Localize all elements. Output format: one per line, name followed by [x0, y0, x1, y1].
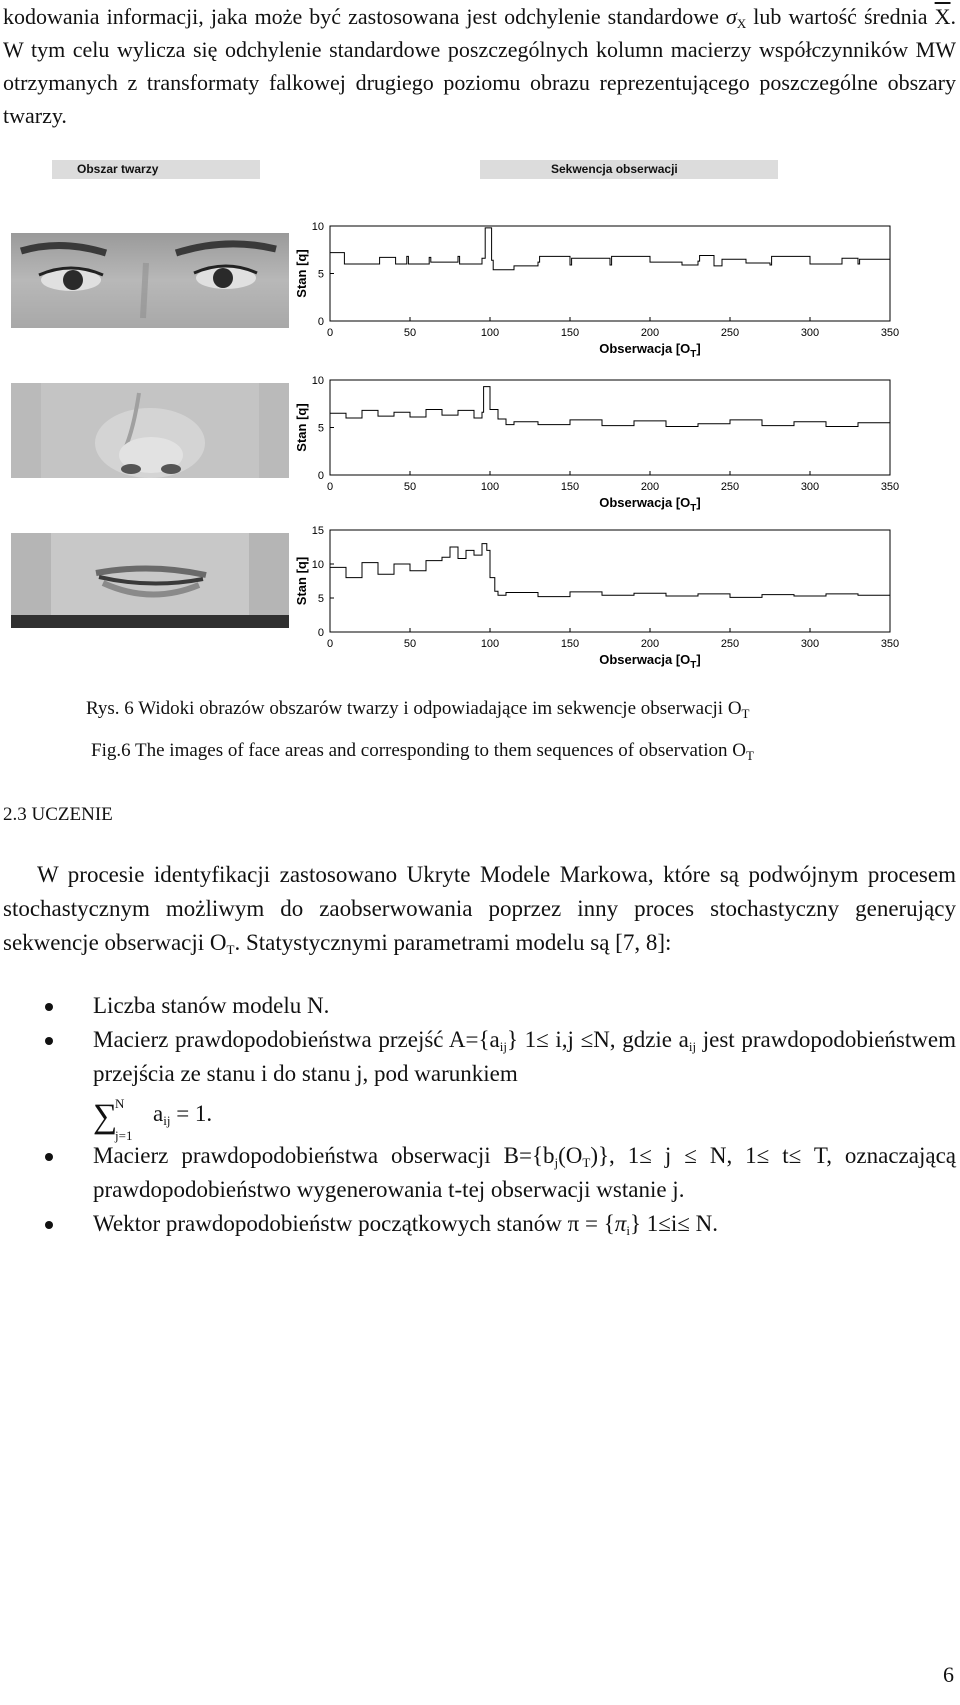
sum-result: = 1.	[170, 1101, 213, 1126]
sequence-panel-header	[480, 160, 778, 179]
x-tick-label: 150	[560, 327, 580, 339]
list-item	[0, 1023, 956, 1143]
bullet-icon	[45, 1037, 53, 1045]
y-tick-label: 0	[317, 627, 324, 639]
x-axis-label	[599, 652, 701, 671]
x-tick-label: 0	[326, 327, 334, 339]
subscript: ij	[499, 1039, 507, 1054]
subscript: T	[582, 1155, 591, 1170]
x-tick-label: 50	[403, 638, 417, 650]
intro-text-3: . W tym celu wylicza się odchylenie standardowe poszczególnych kolumn macierzy współczynników MW otrzymanych z transformaty falkowej drugiego poziomu obrazu reprezentującego poszczególne obszary twarzy.	[3, 4, 957, 128]
x-axis-label-main: Obserwacja [O	[599, 495, 691, 510]
list-item-text: } 1≤i≤ N.	[629, 1211, 718, 1236]
intro-paragraph	[3, 0, 956, 132]
sum-lower: j=1	[115, 1128, 133, 1143]
face-panel-header-label: Obszar twarzy	[77, 162, 159, 176]
x-tick-label: 200	[640, 327, 660, 339]
list-item-text: } 1≤ i,j ≤N, gdzie a	[506, 1027, 689, 1052]
plot-frame	[330, 530, 890, 632]
bullet-icon	[45, 1003, 53, 1011]
list-item-text: Macierz prawdopodobieństwa obserwacji B={b	[93, 1143, 555, 1168]
y-tick-label: 5	[317, 593, 324, 605]
x-axis-label	[599, 495, 701, 514]
subscript: i	[626, 1223, 630, 1238]
x-axis-label-end: ]	[696, 341, 701, 356]
x-tick-label: 350	[880, 638, 900, 650]
x-tick-label: 300	[800, 327, 820, 339]
caption-polish-text: Rys. 6 Widoki obrazów obszarów twarzy i odpowiadające im sekwencje obserwacji O	[86, 698, 742, 719]
plot-frame	[330, 226, 890, 321]
x-tick-label: 200	[640, 481, 660, 493]
x-tick-label: 50	[403, 327, 417, 339]
x-axis-label-main: Obserwacja [O	[599, 652, 691, 667]
pi-symbol: π	[614, 1211, 627, 1236]
x-tick-label: 100	[480, 327, 500, 339]
x-tick-label: 300	[800, 481, 820, 493]
list-item-text: jest prawdopodobieństwem przejścia ze stanu i do stanu j, pod warunkiem	[93, 1027, 956, 1086]
list-item-text: Macierz prawdopodobieństwa przejść A={a	[93, 1027, 500, 1052]
plot-frame	[330, 380, 890, 475]
face-image-eyes	[11, 233, 289, 328]
y-tick-label: 10	[311, 221, 324, 233]
list-item-text: )}, 1≤ j ≤ N, 1≤ t≤ T, oznaczającą prawdopodobieństwo wygenerowania t-tej obserwacji wstanie j.	[93, 1143, 956, 1202]
parameter-list	[0, 989, 956, 1241]
caption-polish	[86, 697, 750, 721]
y-tick-label: 5	[317, 268, 324, 281]
body-paragraph	[3, 858, 956, 960]
y-axis-label: Stan [q]	[294, 249, 309, 298]
intro-text-1: kodowania informacji, jaka może być zastosowana jest odchylenie standardowe	[3, 4, 726, 29]
caption-polish-sub: T	[741, 706, 750, 721]
body-text-1: W procesie identyfikacji zastosowano Ukryte Modele Markowa, które są podwójnym procesem stochastycznym możliwym do zaobserwowania poprzez inny proces stochastyczny generujący sekwencje obserwacji O	[3, 862, 956, 955]
x-tick-label: 300	[800, 638, 820, 650]
face-image-mouth	[11, 533, 289, 628]
list-item	[0, 989, 956, 1023]
y-tick-label: 0	[317, 470, 324, 482]
x-tick-label: 100	[480, 481, 500, 493]
body-sub: T	[226, 942, 235, 957]
x-axis-label-sub: T	[690, 660, 697, 671]
x-mean-symbol: $\overline{X}$	[934, 4, 951, 29]
x-axis-label-sub: T	[690, 349, 697, 360]
x-tick-label: 50	[403, 481, 417, 493]
list-item	[0, 1139, 956, 1207]
subscript: ij	[163, 1113, 171, 1128]
sequence-plot-2	[290, 368, 960, 521]
x-tick-label: 100	[480, 638, 500, 650]
x-axis-label-main: Obserwacja [O	[599, 341, 691, 356]
x-axis-label-end: ]	[696, 495, 701, 510]
x-tick-label: 250	[720, 481, 740, 493]
list-item-text: (O	[558, 1143, 583, 1168]
x-tick-label: 0	[326, 638, 334, 650]
x-tick-label: 150	[560, 481, 580, 493]
x-axis-label-sub: T	[690, 503, 697, 514]
sum-upper: N	[115, 1096, 125, 1111]
bullet-icon	[45, 1153, 53, 1161]
y-axis-label: Stan [q]	[294, 403, 309, 452]
caption-english-text: Fig.6 The images of face areas and corresponding to them sequences of observation O	[91, 740, 746, 761]
list-item-text: Liczba stanów modelu N.	[93, 993, 330, 1018]
x-tick-label: 150	[560, 638, 580, 650]
x-tick-label: 250	[720, 638, 740, 650]
list-item	[0, 1207, 956, 1241]
x-tick-label: 0	[326, 481, 334, 493]
subscript: ij	[688, 1039, 697, 1054]
bullet-icon	[45, 1221, 53, 1229]
sum-term: a	[153, 1101, 164, 1126]
section-heading: 2.3 UCZENIE	[3, 804, 113, 825]
sigma-subscript: X	[736, 16, 747, 31]
x-tick-label: 200	[640, 638, 660, 650]
page-number: 6	[943, 1662, 954, 1687]
caption-english-sub: T	[745, 748, 754, 763]
x-tick-label: 350	[880, 327, 900, 339]
y-tick-label: 0	[317, 316, 324, 328]
y-tick-label: 10	[311, 375, 324, 387]
y-axis-label: Stan [q]	[294, 556, 309, 606]
subscript: j	[554, 1155, 559, 1170]
x-tick-label: 250	[720, 327, 740, 339]
y-tick-label: 15	[311, 525, 324, 537]
x-axis-label	[599, 341, 701, 360]
face-image-nose	[11, 383, 289, 478]
sequence-plot-3	[290, 518, 960, 678]
y-tick-label: 10	[311, 559, 324, 571]
x-tick-label: 350	[880, 481, 900, 493]
body-text-2: . Statystycznymi parametrami modelu są [7, 8]:	[234, 930, 672, 955]
face-panel-header	[52, 160, 260, 179]
y-tick-label: 5	[317, 422, 324, 435]
sigma-symbol: σ	[725, 4, 737, 29]
sum-symbol: ∑	[93, 1098, 118, 1135]
list-item-text: Wektor prawdopodobieństw początkowych stanów π = {	[93, 1211, 615, 1236]
sequence-panel-header-label: Sekwencja obserwacji	[551, 162, 678, 176]
intro-text-2: lub wartość średnia	[746, 4, 935, 29]
x-axis-label-end: ]	[696, 652, 701, 667]
caption-english	[91, 739, 754, 763]
sequence-plot-1	[290, 218, 960, 371]
sum-formula	[93, 1091, 956, 1143]
